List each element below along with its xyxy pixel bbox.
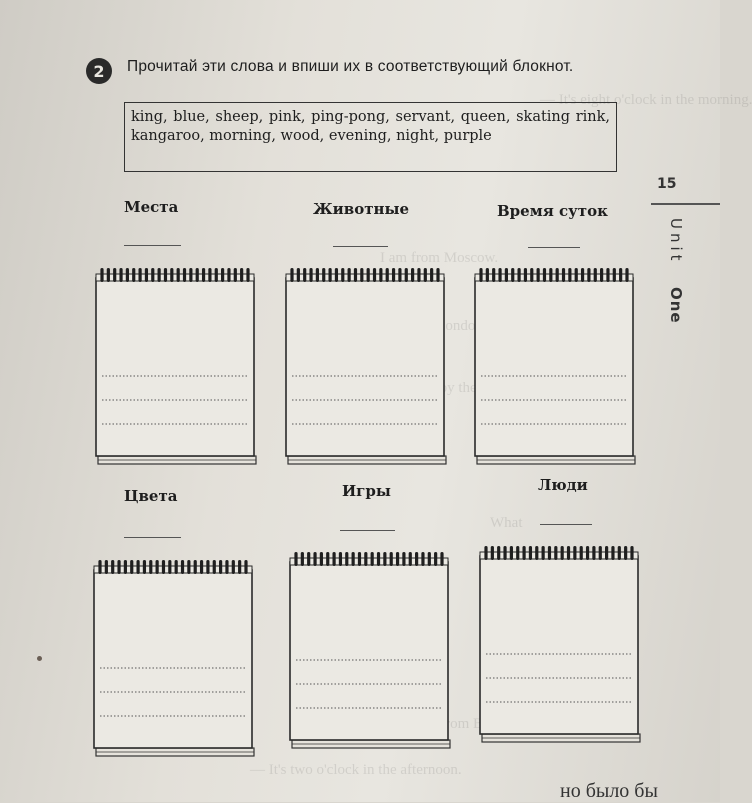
spiral-coil <box>158 268 161 282</box>
category-people: Люди <box>538 476 588 494</box>
category-games: Игры <box>342 482 391 500</box>
notepad-animals[interactable] <box>283 266 449 470</box>
show-through: — It's eight o'clock in the morning. <box>540 92 752 108</box>
spiral-coil <box>132 268 135 282</box>
answer-blank[interactable] <box>124 245 181 246</box>
spiral-coil <box>580 546 583 560</box>
spiral-coil <box>415 552 418 566</box>
spiral-coil <box>497 546 500 560</box>
spiral-coil <box>611 546 614 560</box>
notepad-drawing <box>472 266 638 470</box>
spiral-coil <box>503 546 506 560</box>
spiral-coil <box>113 268 116 282</box>
spiral-coil <box>219 560 222 574</box>
spiral-coil <box>537 268 540 282</box>
show-through: What <box>490 515 523 531</box>
page-number: 15 <box>657 176 677 192</box>
spiral-coil <box>143 560 146 574</box>
spiral-coil <box>516 546 519 560</box>
category-places: Места <box>124 198 179 216</box>
notepad-drawing <box>287 550 453 754</box>
spiral-coil <box>535 546 538 560</box>
spiral-coil <box>215 268 218 282</box>
spiral-coil <box>428 552 431 566</box>
spiral-coil <box>600 268 603 282</box>
spiral-coil <box>436 268 439 282</box>
spiral-coil <box>575 268 578 282</box>
spiral-coil <box>421 552 424 566</box>
spiral-coil <box>568 268 571 282</box>
spiral-coil <box>341 268 344 282</box>
spiral-coil <box>136 560 139 574</box>
spiral-coil <box>138 268 141 282</box>
spiral-coil <box>430 268 433 282</box>
notepad-places[interactable] <box>93 266 259 470</box>
spiral-coil <box>225 560 228 574</box>
spiral-coil <box>624 546 627 560</box>
notepad-people[interactable] <box>477 544 643 748</box>
spiral-coil <box>383 552 386 566</box>
spiral-coil <box>417 268 420 282</box>
spiral-coil <box>398 268 401 282</box>
spiral-coil <box>234 268 237 282</box>
unit-divider <box>651 203 720 205</box>
spiral-coil <box>613 268 616 282</box>
spiral-coil <box>303 268 306 282</box>
spiral-coil <box>586 546 589 560</box>
spiral-coil <box>409 552 412 566</box>
exercise-number-badge: 2 <box>86 58 112 84</box>
show-through: London. <box>436 318 487 334</box>
spiral-coil <box>309 268 312 282</box>
spiral-coil <box>313 552 316 566</box>
spiral-coil <box>332 552 335 566</box>
spiral-coil <box>105 560 108 574</box>
spiral-coil <box>328 268 331 282</box>
spiral-coil <box>107 268 110 282</box>
category-time-of-day: Время суток <box>497 202 608 220</box>
spiral-coil <box>194 560 197 574</box>
spiral-coil <box>164 268 167 282</box>
spiral-coil <box>392 268 395 282</box>
answer-blank[interactable] <box>540 524 592 525</box>
show-through: by the <box>439 380 477 396</box>
notepad-time-of-day[interactable] <box>472 266 638 470</box>
spiral-coil <box>100 268 103 282</box>
spiral-coil <box>548 546 551 560</box>
spiral-coil <box>227 268 230 282</box>
spiral-coil <box>402 552 405 566</box>
spiral-coil <box>354 268 357 282</box>
spiral-coil <box>505 268 508 282</box>
spiral-coil <box>177 268 180 282</box>
spiral-coil <box>479 268 482 282</box>
spiral-coil <box>529 546 532 560</box>
spiral-coil <box>151 268 154 282</box>
spiral-coil <box>486 268 489 282</box>
spiral-coil <box>367 268 370 282</box>
category-colors: Цвета <box>124 487 178 505</box>
spiral-coil <box>202 268 205 282</box>
spiral-coil <box>530 268 533 282</box>
answer-blank[interactable] <box>124 537 181 538</box>
spiral-coil <box>352 552 355 566</box>
spiral-coil <box>373 268 376 282</box>
spiral-coil <box>371 552 374 566</box>
spiral-coil <box>484 546 487 560</box>
spiral-coil <box>301 552 304 566</box>
spiral-coil <box>360 268 363 282</box>
spiral-coil <box>149 560 152 574</box>
spiral-coil <box>238 560 241 574</box>
spiral-coil <box>297 268 300 282</box>
spiral-coil <box>345 552 348 566</box>
unit-name: One <box>667 287 685 324</box>
spiral-coil <box>594 268 597 282</box>
spiral-coil <box>162 560 165 574</box>
spiral-coil <box>386 268 389 282</box>
spiral-coil <box>124 560 127 574</box>
spiral-coil <box>562 268 565 282</box>
answer-blank[interactable] <box>333 246 388 247</box>
spiral-coil <box>573 546 576 560</box>
spiral-coil <box>316 268 319 282</box>
spiral-coil <box>405 268 408 282</box>
spiral-coil <box>181 560 184 574</box>
spiral-coil <box>581 268 584 282</box>
category-animals: Животные <box>313 200 410 218</box>
next-page-text: но было бы <box>560 780 658 802</box>
notepad-colors[interactable] <box>91 558 257 762</box>
spiral-coil <box>326 552 329 566</box>
spiral-coil <box>290 268 293 282</box>
spiral-coil <box>543 268 546 282</box>
spiral-coil <box>320 552 323 566</box>
answer-blank[interactable] <box>528 247 580 248</box>
spiral-coil <box>599 546 602 560</box>
spiral-coil <box>156 560 159 574</box>
spiral-coil <box>240 268 243 282</box>
spiral-coil <box>196 268 199 282</box>
spiral-coil <box>111 560 114 574</box>
spiral-coil <box>511 268 514 282</box>
spiral-coil <box>498 268 501 282</box>
spiral-coil <box>145 268 148 282</box>
notepad-drawing <box>477 544 643 748</box>
spiral-coil <box>358 552 361 566</box>
spiral-coil <box>339 552 342 566</box>
spiral-coil <box>246 268 249 282</box>
spiral-coil <box>619 268 622 282</box>
show-through: — It's two o'clock in the afternoon. <box>250 762 462 778</box>
spiral-coil <box>390 552 393 566</box>
notepad-drawing <box>93 266 259 470</box>
spiral-coil <box>175 560 178 574</box>
spiral-coil <box>554 546 557 560</box>
spiral-coil <box>396 552 399 566</box>
spiral-coil <box>587 268 590 282</box>
spiral-coil <box>411 268 414 282</box>
ink-spot <box>37 656 42 661</box>
spiral-coil <box>606 268 609 282</box>
show-through: I am from Moscow. <box>380 250 499 266</box>
spiral-coil <box>491 546 494 560</box>
spiral-coil <box>379 268 382 282</box>
spiral-coil <box>618 546 621 560</box>
spiral-coil <box>200 560 203 574</box>
spiral-coil <box>605 546 608 560</box>
spiral-coil <box>221 268 224 282</box>
spiral-coil <box>510 546 513 560</box>
spiral-coil <box>119 268 122 282</box>
spiral-coil <box>307 552 310 566</box>
exercise-instruction: Прочитай эти слова и впиши их в соответствующий блокнот. <box>127 58 574 75</box>
spiral-coil <box>232 560 235 574</box>
spiral-coil <box>168 560 171 574</box>
spiral-coil <box>183 268 186 282</box>
answer-blank[interactable] <box>340 530 395 531</box>
spiral-coil <box>130 560 133 574</box>
spiral-coil <box>189 268 192 282</box>
spiral-coil <box>592 546 595 560</box>
notepad-drawing <box>283 266 449 470</box>
spiral-coil <box>556 268 559 282</box>
spiral-coil <box>244 560 247 574</box>
spiral-coil <box>567 546 570 560</box>
spiral-coil <box>322 268 325 282</box>
spiral-coil <box>630 546 633 560</box>
spiral-coil <box>517 268 520 282</box>
spiral-coil <box>440 552 443 566</box>
spiral-coil <box>98 560 101 574</box>
notepad-games[interactable] <box>287 550 453 754</box>
spiral-coil <box>170 268 173 282</box>
spiral-coil <box>522 546 525 560</box>
spiral-coil <box>542 546 545 560</box>
spiral-coil <box>561 546 564 560</box>
spiral-coil <box>492 268 495 282</box>
spiral-coil <box>549 268 552 282</box>
spiral-coil <box>213 560 216 574</box>
spiral-coil <box>424 268 427 282</box>
unit-tab <box>667 218 685 324</box>
notepad-drawing <box>91 558 257 762</box>
word-box: king, blue, sheep, pink, ping-pong, servant, queen, skating rink, kangaroo, morning, wood, evening, night, purple <box>124 102 617 172</box>
spiral-coil <box>208 268 211 282</box>
spiral-coil <box>377 552 380 566</box>
unit-word: Unit <box>667 218 685 265</box>
spiral-coil <box>206 560 209 574</box>
spiral-coil <box>434 552 437 566</box>
spiral-coil <box>524 268 527 282</box>
spiral-coil <box>348 268 351 282</box>
spiral-coil <box>117 560 120 574</box>
spiral-coil <box>335 268 338 282</box>
spiral-coil <box>187 560 190 574</box>
show-through: from <box>440 716 470 732</box>
spiral-coil <box>294 552 297 566</box>
spiral-coil <box>364 552 367 566</box>
spiral-coil <box>625 268 628 282</box>
spiral-coil <box>126 268 129 282</box>
